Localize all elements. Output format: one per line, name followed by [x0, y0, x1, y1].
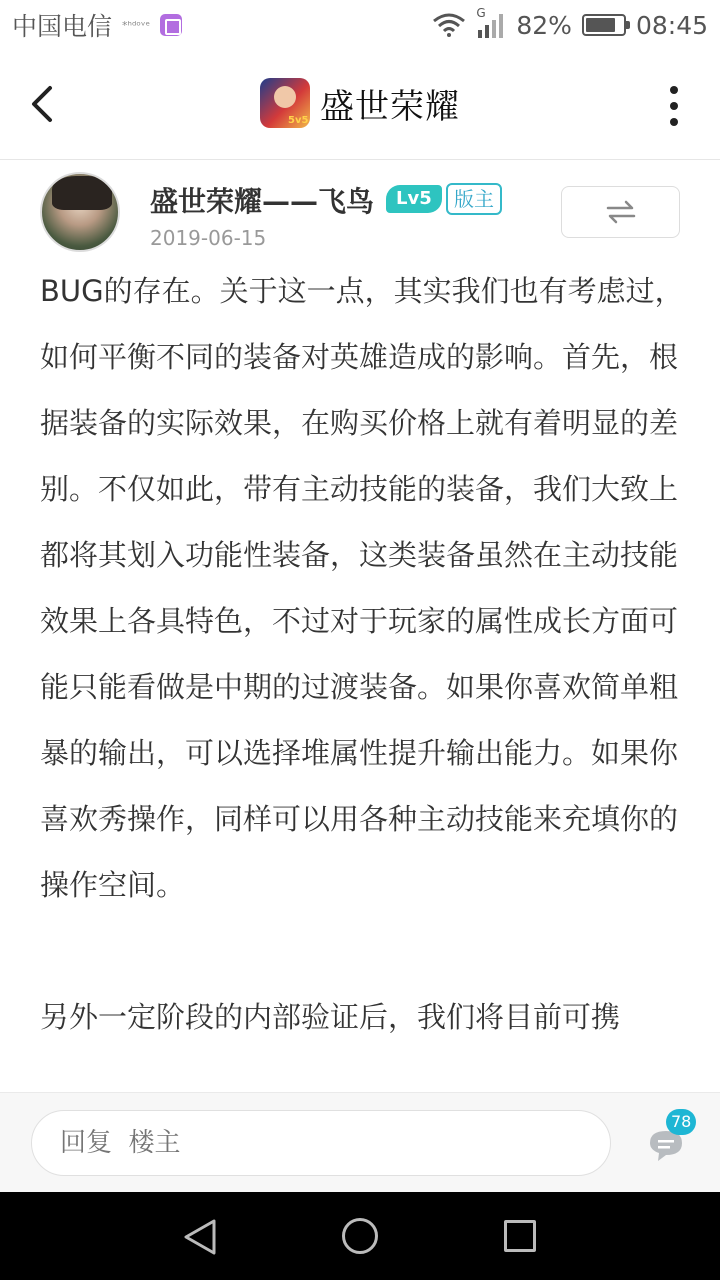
carrier-badge: *ʰᵈᵒᵛᵉ: [122, 18, 151, 32]
system-nav-bar: [0, 1192, 720, 1280]
post-date: 2019-06-15: [150, 226, 267, 250]
gallery-notification-icon: [160, 14, 182, 36]
clock: 08:45: [635, 10, 708, 40]
nav-home-icon[interactable]: [342, 1218, 378, 1254]
level-badge: Lv5: [386, 185, 442, 213]
status-bar: [0, 0, 720, 50]
swap-arrows-icon: [606, 199, 636, 225]
battery-percent: 82%: [516, 10, 572, 40]
header-title-group: [0, 78, 720, 128]
switch-order-button[interactable]: [561, 186, 680, 238]
page-title: 盛世荣耀: [320, 86, 460, 127]
nav-recents-icon[interactable]: [504, 1220, 536, 1252]
moderator-badge: 版主: [446, 183, 502, 215]
nav-back-icon[interactable]: [182, 1218, 218, 1256]
battery-icon: [582, 14, 626, 36]
network-type-label: G: [476, 6, 486, 20]
author-name[interactable]: 盛世荣耀——飞鸟: [150, 185, 375, 218]
post-author-row: [0, 160, 720, 260]
reply-input[interactable]: [31, 1110, 611, 1176]
wifi-icon: [432, 13, 466, 37]
post-paragraph: BUG的存在。关于这一点，其实我们也有考虑过，如何平衡不同的装备对英雄造成的影响。首先，根据装备的实际效果，在购买价格上就有着明显的差别。不仅如此，带有主动技能的装备，我们大致上都将其划入功能性装备，这类装备虽然在主动技能效果上各具特色，不过对于玩家的属性成长方面可能只能看做是中期的过渡装备。如果你喜欢简单粗暴的输出，可以选择堆属性提升输出能力。如果你喜欢秀操作，同样可以用各种主动技能来充填你的操作空间。: [40, 274, 684, 902]
cell-signal-icon: [476, 6, 506, 38]
more-vertical-icon[interactable]: [668, 86, 680, 126]
post-content: [40, 258, 685, 1050]
comment-count-badge: 78: [666, 1109, 696, 1135]
post-paragraph: 另外一定阶段的内部验证后，我们将目前可携: [40, 1000, 621, 1034]
author-avatar[interactable]: [40, 172, 120, 252]
paragraph-gap: [40, 918, 685, 984]
top-app-bar: [0, 50, 720, 160]
app-logo: [260, 78, 310, 128]
reply-bar: [0, 1092, 720, 1192]
carrier-name: 中国电信: [12, 12, 113, 41]
